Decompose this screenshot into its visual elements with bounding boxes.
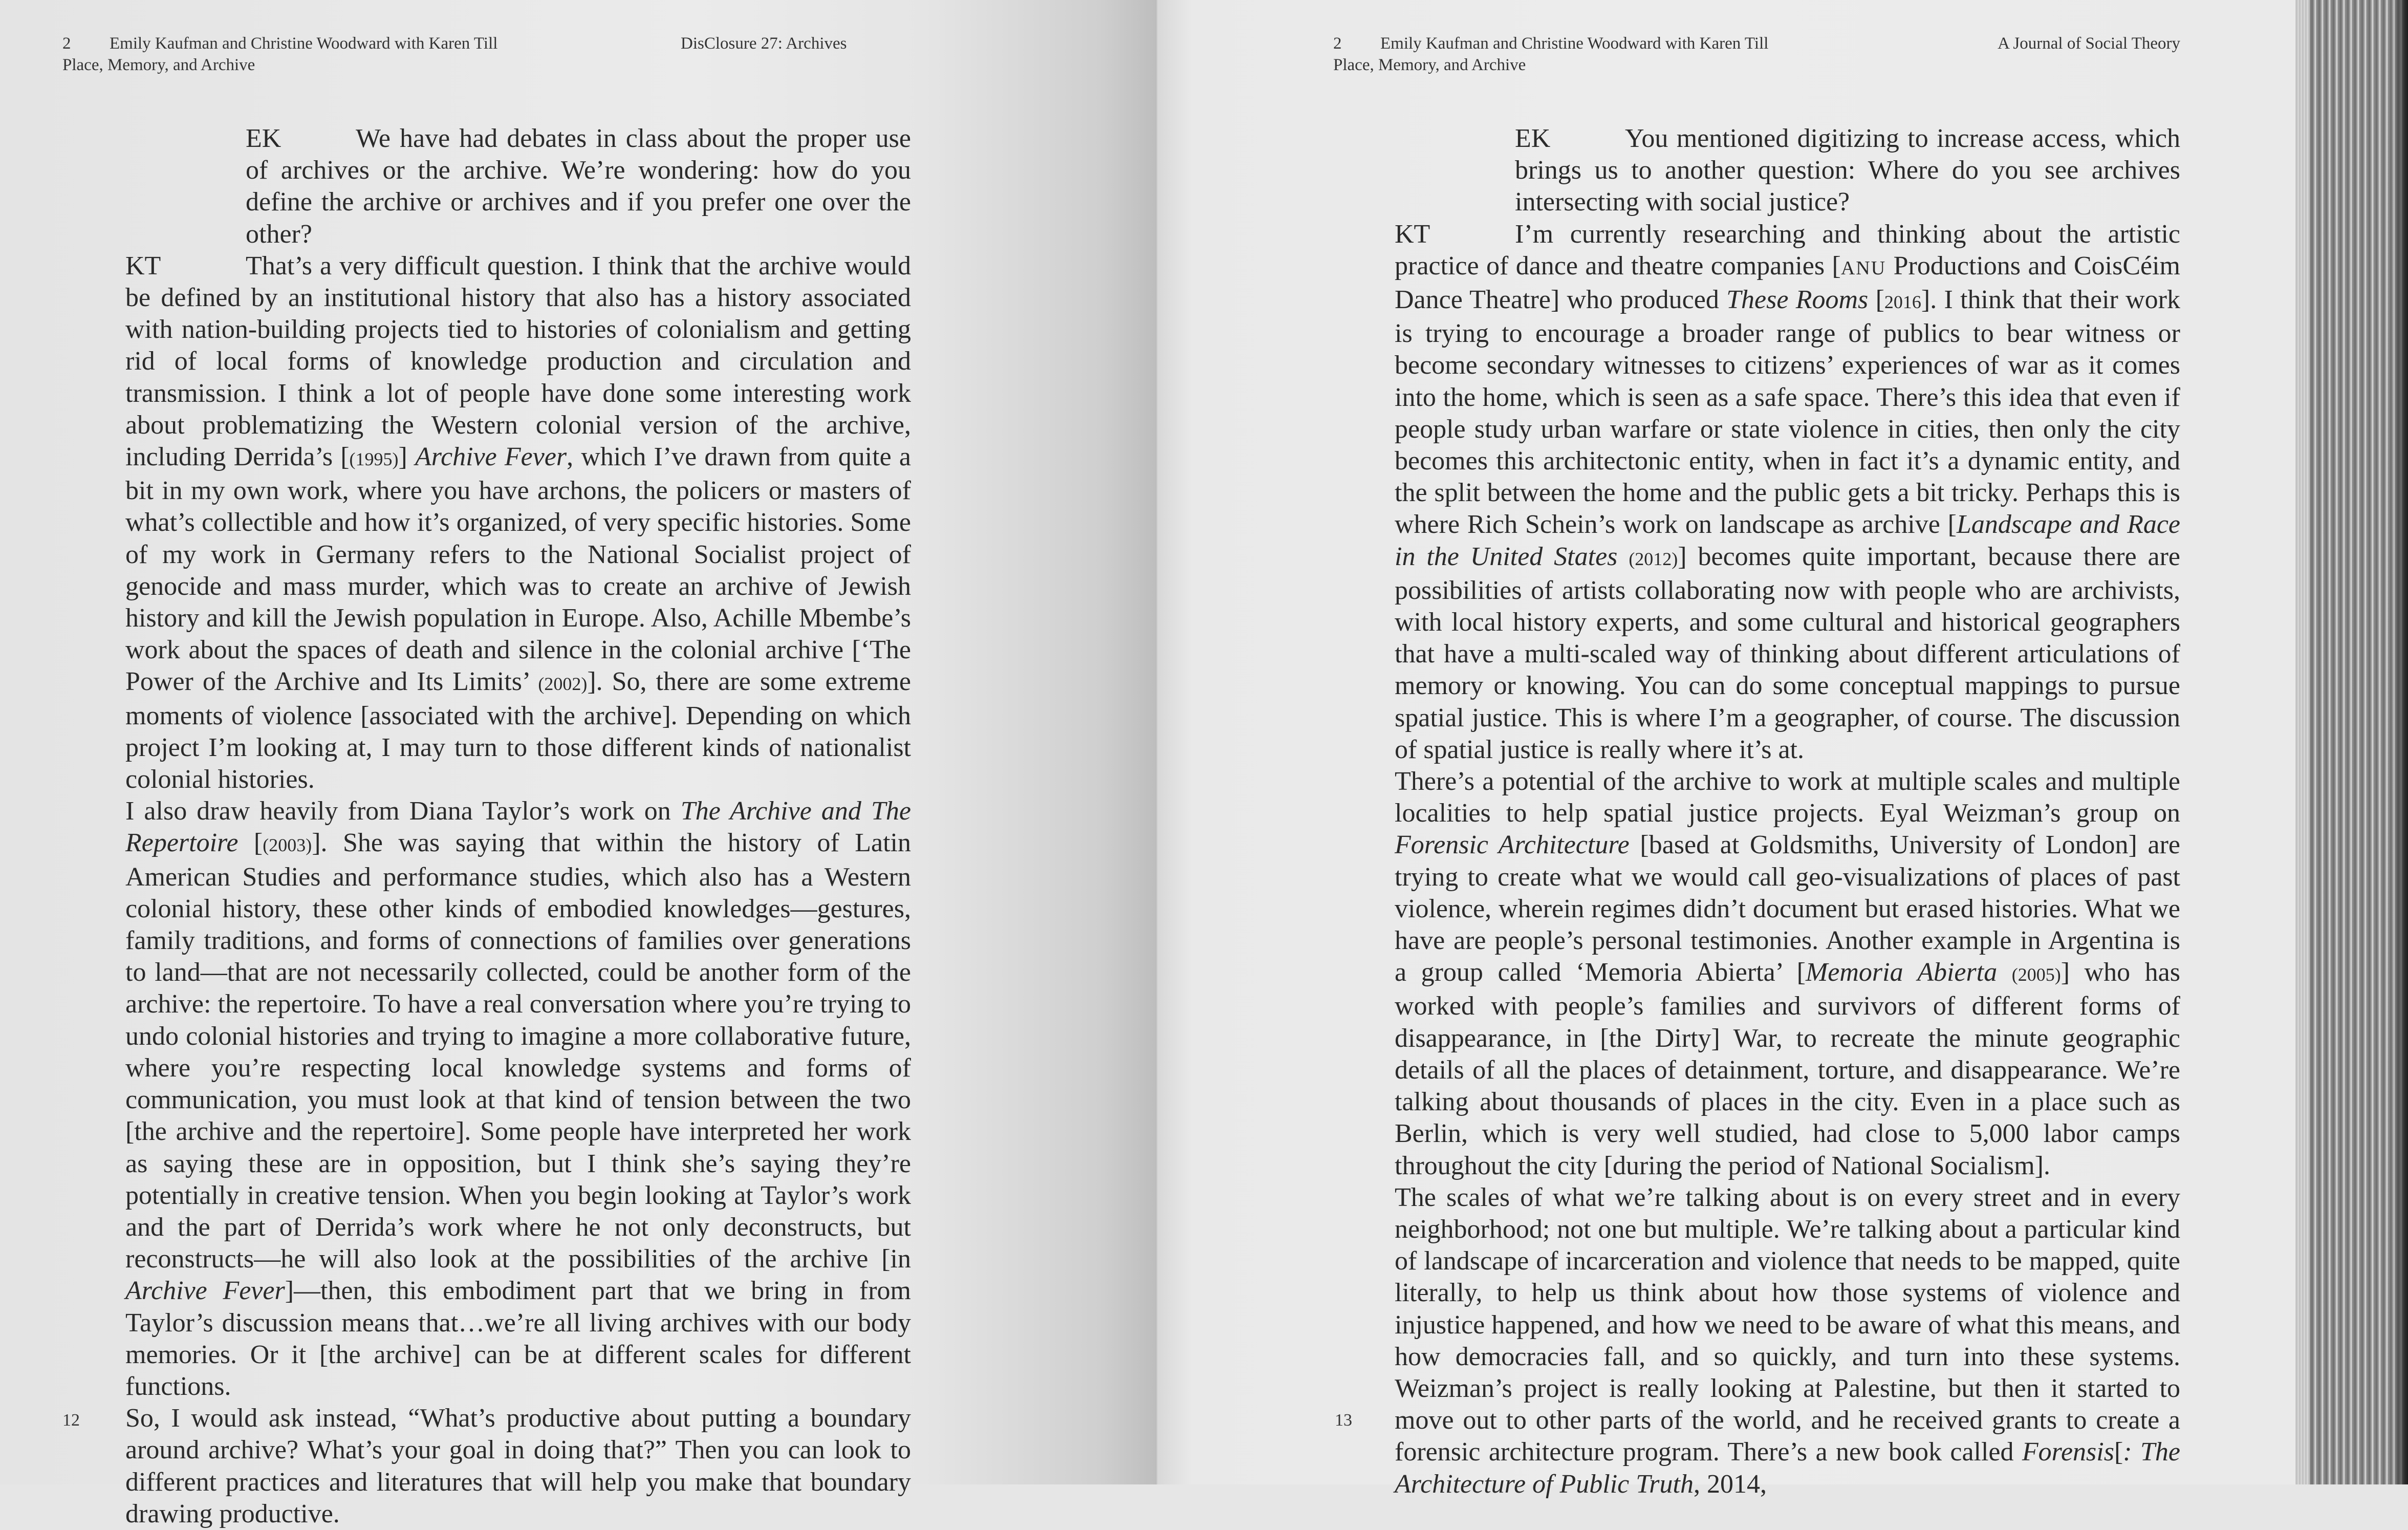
body-text: There’s a potential of the archive to work at multiple scales and multiple localities to help spatial justice projects. Eyal Weizman’s group on — [1395, 767, 2180, 828]
interview-answer — [1395, 219, 2180, 766]
work-title: Memoria Abierta — [1805, 958, 1998, 987]
body-text: ] becomes quite important, because there are possibilities of artists collaborating now with people who are archivists, with local history experts, and some cultural and historical geographers that have a multi-scaled way of thinking about different articulations of memory or knowing. You can do some conceptual mappings to pursue spatial justice. This is where I’m a geographer, of course. The discussion of spatial justice is really where it’s at. — [1395, 542, 2181, 764]
citation-year: (2012) — [1629, 548, 1678, 569]
work-title: Forensic Architecture — [1395, 830, 1630, 860]
body-text: So, I would ask instead, “What’s productive about putting a boundary around archive? What’s your goal in doing that?” Then you can look to different practices and literatures that will help you make that boundary drawing productive. — [125, 1404, 911, 1528]
page-edges — [2295, 0, 2408, 1484]
work-title: Forensis — [2022, 1437, 2114, 1467]
paragraph — [1395, 766, 2180, 1182]
page-number: 12 — [62, 1411, 80, 1430]
paragraph — [125, 795, 911, 1403]
header-issue-number: 2 — [1333, 34, 1342, 53]
left-page-body — [125, 123, 911, 1530]
paragraph — [1395, 1182, 2180, 1500]
header-issue-number: 2 — [62, 34, 71, 53]
work-title: These Rooms — [1726, 285, 1869, 315]
header-article-title: Place, Memory, and Archive — [62, 56, 255, 74]
running-title: DisClosure 27: Archives — [681, 34, 847, 53]
header-authors: Emily Kaufman and Christine Woodward with Karen Till — [110, 34, 498, 53]
citation-year: (2005) — [2011, 964, 2061, 985]
body-text: , 2014, — [1693, 1469, 1767, 1499]
header-authors: Emily Kaufman and Christine Woodward with Karen Till — [1380, 34, 1769, 53]
body-text: Productions and CoisCéim Dance Theatre] who produced — [1395, 251, 2180, 315]
body-text: , which I’ve drawn from quite a bit in my own work, where you have archons, the policers or masters of what’s collectible and how it’s organized, of very specific histories. Some of my work in Germany refers to the National Socialist project of genocide and mass murder, which was to create an archive of Jewish history and kill the Jewish population in Europe. Also, Achille Mbembe’s work about the spaces of death and silence in the colonial archive [‘The Power of the Archive and Its Limits’ — [125, 442, 911, 697]
speaker-label: EK — [246, 124, 281, 153]
body-text: I’m currently researching and thinking about the artistic practice of dance and theatre companies [ — [1395, 219, 2180, 281]
speaker-label: EK — [1515, 124, 1551, 153]
right-page-header — [1333, 33, 1768, 76]
work-title: Landscape and Race in the United States — [1395, 510, 2180, 571]
paragraph — [125, 1403, 911, 1530]
body-text — [1997, 958, 2012, 987]
small-caps-text: ANU — [1840, 257, 1886, 279]
body-text: ]. I think that their work is trying to encourage a broader range of publics to bear witness or become secondary witnesses to citizens’ experiences of war as it comes into the home, which is seen as a safe space. There’s this idea that even if people study urban warfare or state violence in cities, then only the city becomes this architectonic entity, when in fact it’s a dynamic entity, and the split between the home and the public gets a bit tricky. Perhaps this is where Rich Schein’s work on landscape as archive [ — [1395, 285, 2180, 540]
work-title: Archive Fever — [125, 1276, 285, 1306]
citation-year: 2016 — [1884, 292, 1921, 313]
citation-year: (2003) — [263, 835, 312, 856]
running-title: A Journal of Social Theory — [1998, 34, 2180, 53]
right-page-body — [1395, 123, 2180, 1500]
body-text: You mentioned digitizing to increase access, which brings us to another question: Where do you see archives intersecting with social justice? — [1515, 124, 2180, 217]
body-text: We have had debates in class about the proper use of archives or the archive. We’re wondering: how do you define the archive or archives and if you prefer one over the other? — [246, 124, 911, 249]
body-text: ] — [398, 442, 415, 472]
work-title: The Archive and The Repertoire — [125, 796, 911, 858]
page-number: 13 — [1335, 1411, 1352, 1430]
speaker-label: KT — [1395, 219, 1430, 249]
body-text: [ — [2114, 1437, 2123, 1467]
left-page-header — [62, 33, 497, 76]
body-text: [based at Goldsmiths, University of London] are trying to create what we would call geo-visualizations of places of past violence, wherein regimes didn’t document but erased histories. What we have are people’s personal testimonies. Another example in Argentina is a group called ‘Memoria Abierta’ [ — [1395, 830, 2180, 987]
body-text: The scales of what we’re talking about is on every street and in every neighborhood; not one but multiple. We’re talking about a particular kind of landscape of incarceration and violence that needs to be mapped, quite literally, to help us think about how those systems of violence and injustice happened, and how we need to be aware of what this means, and how democracies fall, and so quickly, and turn into these systems. Weizman’s project is really looking at Palestine, but then it started to move out to other parts of the world, and he received grants to create a forensic architecture program. There’s a new book called — [1395, 1182, 2180, 1467]
body-text: That’s a very difficult question. I think that the archive would be defined by an institutional history that also has a history associated with nation-building projects tied to histories of colonialism and getting rid of local forms of knowledge production and circulation and transmission. I think a lot of people have done some interesting work about problematizing the Western colonial version of the archive, including Derrida’s [ — [125, 251, 911, 472]
body-text: I also draw heavily from Diana Taylor’s work on — [125, 796, 681, 826]
interview-question — [1395, 123, 2180, 219]
body-text: ]. So, there are some extreme moments of violence [associated with the archive]. Depending on which project I’m looking at, I may turn to those different kinds of nationalist colonial histories. — [125, 667, 911, 794]
interview-answer — [125, 250, 911, 795]
citation-year: (1995) — [349, 449, 399, 470]
body-text: ]—then, this embodiment part that we bring in from Taylor’s discussion means that…we’re all living archives with our body memories. Or it [the archive] can be at different scales for different functions. — [125, 1276, 911, 1401]
work-title: Archive Fever — [415, 442, 567, 472]
body-text — [1617, 542, 1629, 571]
left-page — [0, 0, 1158, 1528]
body-text: ] who has worked with people’s families and survivors of different forms of disappearance, in [the Dirty] War, to recreate the minute geographic details of all the places of detainment, torture, and disappearance. We’re talking about thousands of places in the city. Even in a place such as Berlin, which is very well studied, had close to 5,000 labor camps throughout the city [during the period of National Socialism]. — [1395, 958, 2180, 1180]
body-text: ]. She was saying that within the history of Latin American Studies and performance studies, which also has a Western colonial history, these other kinds of embodied knowledges—gestures, family traditions, and forms of connections of families over generations to land—that are not necessarily collected, could be another form of the archive: the repertoire. To have a real conversation where you’re trying to undo colonial histories and trying to imagine a more collaborative future, where you’re respecting local knowledge systems and forms of communication, you must look at that kind of tension between the two [the archive and the repertoire]. Some people have interpreted her work as saying these are in opposition, but I think she’s saying they’re potentially in creative tension. When you begin looking at Taylor’s work and the part of Derrida’s work where he not only deconstructs, but reconstructs—he will also look at the possibilities of the archive [in — [125, 828, 911, 1274]
body-text: [ — [1868, 285, 1884, 315]
interview-question — [125, 123, 911, 250]
body-text: [ — [238, 828, 263, 858]
header-article-title: Place, Memory, and Archive — [1333, 56, 1526, 74]
speaker-label: KT — [125, 251, 161, 281]
work-title: : The Architecture of Public Truth — [1395, 1437, 2180, 1499]
citation-year: (2002) — [538, 674, 588, 695]
